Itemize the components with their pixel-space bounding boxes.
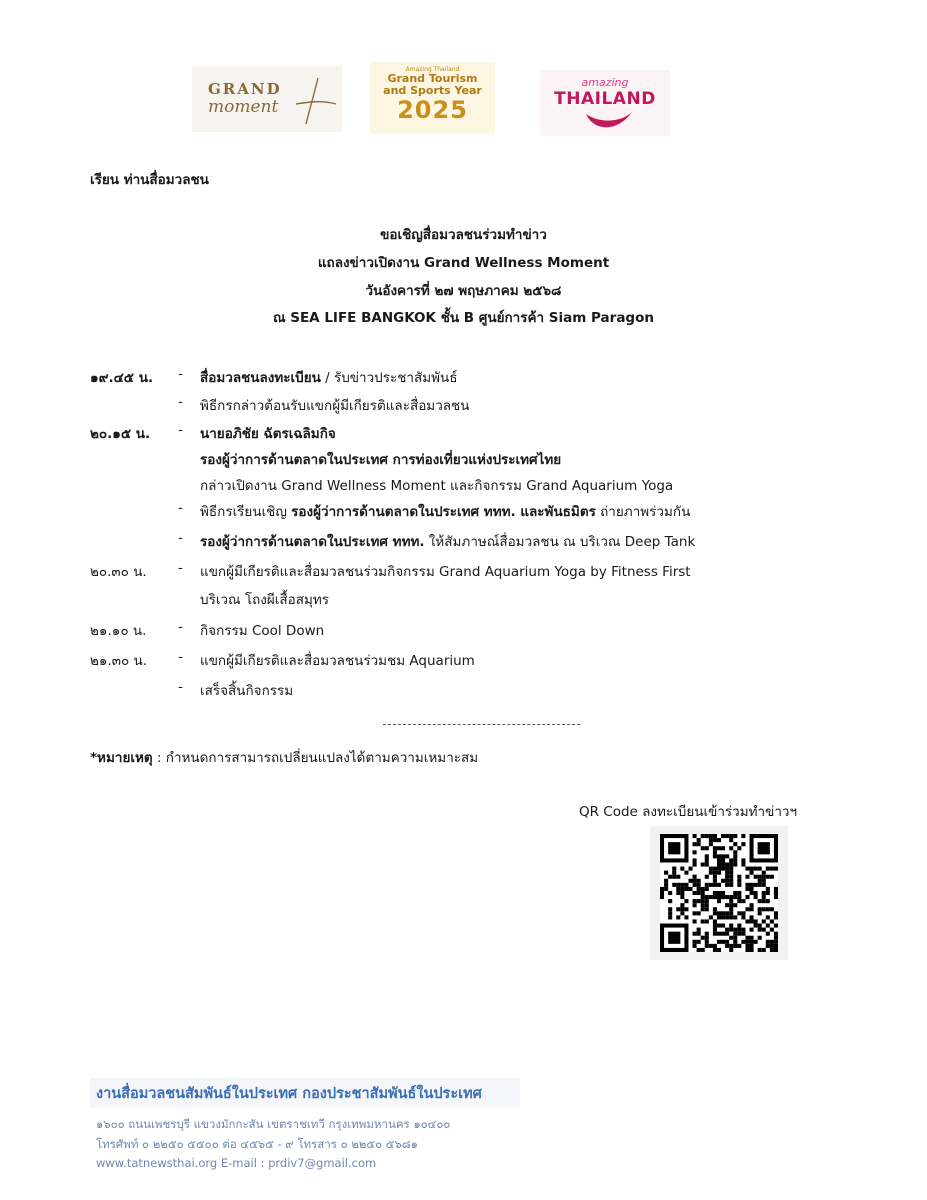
tourism-year-logo-year: 2025 [397, 96, 468, 124]
separator-line [383, 724, 580, 725]
amazing-thailand-logo-big: THAILAND [554, 89, 656, 109]
schedule-item-end: เสร็จสิ้นกิจกรรม [200, 683, 294, 699]
note-text: กำหนดการสามารถเปลี่ยนแปลงได้ตามความเหมาะสม [165, 750, 479, 766]
schedule-time-5: ๒๑.๓๐ น. [90, 653, 148, 669]
schedule-item-registration [200, 366, 458, 388]
interview-bold: รองผู้ว่าการด้านตลาดในประเทศ ททท. [200, 534, 425, 550]
photo-pre: พิธีกรเรียนเชิญ [200, 504, 292, 520]
tourism-year-logo-line1: Grand Tourism [387, 72, 478, 85]
bullet-dash: - [178, 500, 183, 516]
note-label: *หมายเหตุ [90, 750, 153, 766]
bullet-dash: - [178, 679, 183, 695]
qr-code-icon [660, 834, 778, 952]
schedule-time-3: ๒๐.๓๐ น. [90, 564, 147, 580]
footer-web-email[interactable]: www.tatnewsthai.org E-mail : prdiv7@gmail.com [96, 1156, 377, 1170]
salutation: เรียน ท่านสื่อมวลชน [90, 172, 209, 188]
bullet-dash: - [178, 530, 183, 546]
bullet-dash: - [178, 394, 183, 410]
grand-moment-logo [192, 66, 342, 132]
qr-code[interactable] [650, 826, 788, 960]
registration-rest: / รับข่าวประชาสัมพันธ์ [320, 370, 458, 386]
grand-moment-logo-line2: moment [208, 97, 279, 117]
note-colon: : [152, 750, 166, 766]
photo-bold: รองผู้ว่าการด้านตลาดในประเทศ ททท. และพันธมิตร [291, 504, 596, 520]
schedule-item-opening: กล่าวเปิดงาน Grand Wellness Moment และกิจกรรม Grand Aquarium Yoga [200, 478, 674, 494]
footer-phone: โทรศัพท์ ๐ ๒๒๕๐ ๕๕๐๐ ต่อ ๔๕๖๕ - ๙ โทรสาร ๐ ๒๒๕๐ ๕๖๘๑ [96, 1137, 418, 1151]
schedule-time-1: ๑๙.๔๕ น. [90, 370, 154, 386]
amazing-thailand-logo-small: amazing [581, 76, 629, 89]
footer-address: ๑๖๐๐ ถนนเพชรบุรี แขวงมักกะสัน เขตราชเทวี กรุงเทพมหานคร ๑๐๔๐๐ [96, 1117, 451, 1131]
schedule-item-cooldown: กิจกรรม Cool Down [200, 623, 325, 639]
bullet-dash: - [178, 422, 183, 438]
footer-title: งานสื่อมวลชนสัมพันธ์ในประเทศ กองประชาสัมพันธ์ในประเทศ [96, 1086, 482, 1102]
bullet-dash: - [178, 619, 183, 635]
schedule-time-4: ๒๑.๑๐ น. [90, 623, 147, 639]
invitation-line-2: แถลงข่าวเปิดงาน Grand Wellness Moment [317, 255, 610, 271]
schedule-time-2: ๒๐.๑๕ น. [90, 426, 151, 442]
amazing-thailand-logo [540, 70, 670, 136]
amazing-thailand-swoosh-icon [584, 110, 634, 132]
tourism-year-logo-line2: and Sports Year [383, 84, 482, 97]
invitation-line-3: วันอังคารที่ ๒๗ พฤษภาคม ๒๕๖๘ [365, 283, 562, 299]
grand-moment-logo-line1: GRAND [208, 80, 282, 98]
photo-post: ถ่ายภาพร่วมกัน [595, 504, 691, 520]
note [90, 748, 478, 768]
logo-flourish-icon [288, 74, 338, 126]
schedule-item-interview [200, 530, 695, 552]
bullet-dash: - [178, 366, 183, 382]
schedule-item-photo [200, 500, 690, 522]
speaker-name: นายอภิชัย ฉัตรเฉลิมกิจ [200, 426, 336, 442]
invitation-line-1: ขอเชิญสื่อมวลชนร่วมทำข่าว [380, 227, 547, 243]
tourism-year-logo-small: Amazing Thailand [405, 66, 460, 73]
qr-caption: QR Code ลงทะเบียนเข้าร่วมทำข่าวฯ [579, 804, 798, 820]
bullet-dash: - [178, 649, 183, 665]
schedule-item-yoga-location: บริเวณ โถงผีเสื้อสมุทร [200, 592, 330, 608]
interview-post: ให้สัมภาษณ์สื่อมวลชน ณ บริเวณ Deep Tank [424, 534, 696, 550]
invitation-line-4: ณ SEA LIFE BANGKOK ชั้น B ศูนย์การค้า Siam Paragon [273, 310, 654, 326]
schedule-item-yoga: แขกผู้มีเกียรติและสื่อมวลชนร่วมกิจกรรม Grand Aquarium Yoga by Fitness First [200, 564, 691, 580]
schedule-item-aquarium: แขกผู้มีเกียรติและสื่อมวลชนร่วมชม Aquarium [200, 653, 475, 669]
speaker-title: รองผู้ว่าการด้านตลาดในประเทศ การท่องเที่ยวแห่งประเทศไทย [200, 452, 562, 468]
registration-bold: สื่อมวลชนลงทะเบียน [200, 370, 321, 386]
bullet-dash: - [178, 560, 183, 576]
schedule-item-welcome: พิธีกรกล่าวต้อนรับแขกผู้มีเกียรติและสื่อมวลชน [200, 398, 470, 414]
tourism-year-logo [370, 62, 495, 134]
